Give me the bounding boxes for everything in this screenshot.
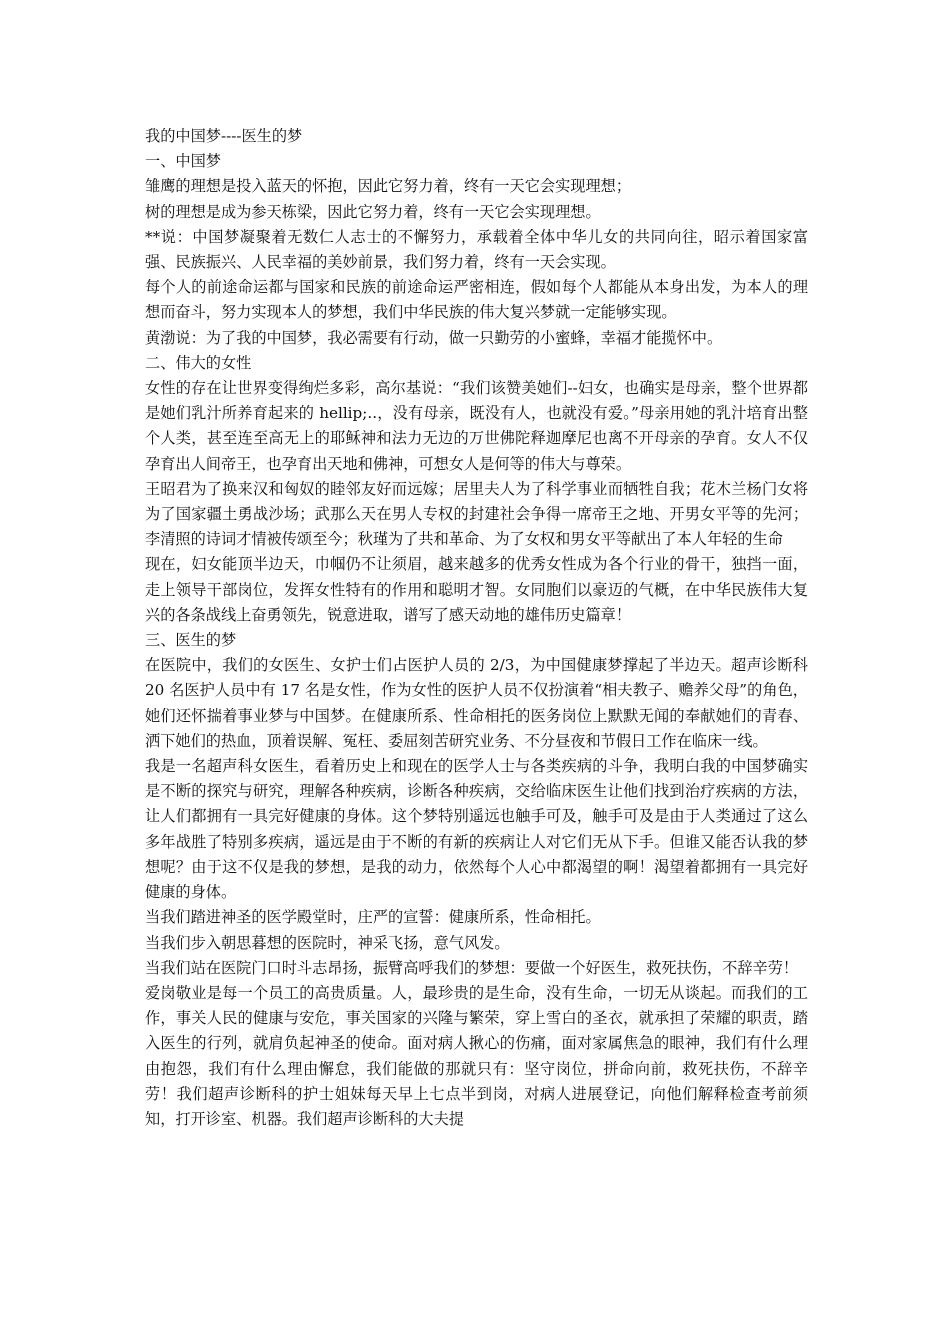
paragraph: 现在，妇女能顶半边天，巾帼仍不让须眉，越来越多的优秀女性成为各个行业的骨干，独挡一面，走上领导干部岗位，发挥女性特有的作用和聪明才智。女同胞们以豪迈的气概，在中华民族伟大复兴的各条战线上奋勇领先，锐意进取，谱写了感天动地的雄伟历史篇章！ [145,555,808,624]
document-page [145,124,808,1132]
paragraph: 树的理想是成为参天栋梁，因此它努力着，终有一天它会实现理想。 [145,202,601,221]
paragraph: 在医院中，我们的女医生、女护士们占医护人员的 2/3，为中国健康梦撑起了半边天。超声诊断科 20 名医护人员中有 17 名是女性，作为女性的医护人员不仅扮演着“相夫教子、赡养父母”的角色，她们还怀揣着事业梦与中国梦。在健康所系、性命相托的医务岗位上默默无闻的奉献她们的青春、洒下她们的热血，顶着误解、冤枉、委屈刻苦研究业务、不分昼夜和节假日工作在临床一线。 [145,656,808,750]
paragraph: **说：中国梦凝聚着无数仁人志士的不懈努力，承载着全体中华儿女的共同向往，昭示着国家富强、民族振兴、人民幸福的美妙前景，我们努力着，终有一天会实现。 [145,227,808,272]
section-heading-great-women: 二、伟大的女性 [145,353,252,372]
document-title: 我的中国梦----医生的梦 [145,127,303,145]
paragraph: 每个人的前途命运都与国家和民族的前途命运严密相连，假如每个人都能从本身出发，为本人的理想而奋斗，努力实现本人的梦想，我们中华民族的伟大复兴梦就一定能够实现。 [145,278,808,322]
section-heading-china-dream: 一、中国梦 [145,152,221,171]
paragraph: 当我们踏进神圣的医学殿堂时，庄严的宣誓：健康所系，性命相托。 [145,908,601,927]
paragraph: 当我们站在医院门口时斗志昂扬，振臂高呼我们的梦想：要做一个好医生，救死扶伤，不辞辛劳！ [145,958,799,977]
paragraph: 当我们步入朝思暮想的医院时，神采飞扬，意气风发。 [145,933,510,952]
paragraph: 女性的存在让世界变得绚烂多彩，高尔基说：“我们该赞美她们--妇女，也确实是母亲，整个世界都是她们乳汁所养育起来的 hellip;..，没有母亲，既没有人，也就没有爱。”母亲用她的乳汁培育出整个人类，甚至连至高无上的耶稣神和法力无边的万世佛陀释迦摩尼也离不开母亲的孕育。女人不仅孕育出人间帝王，也孕育出天地和佛神，可想女人是何等的伟大与尊荣。 [145,379,808,473]
paragraph: 王昭君为了换来汉和匈奴的睦邻友好而远嫁；居里夫人为了科学事业而牺牲自我；花木兰杨门女将为了国家疆土勇战沙场；武那么天在男人专权的封建社会争得一席帝王之地、开男女平等的先河；李清照的诗词才情被传颂至今；秋瑾为了共和革命、为了女权和男女平等献出了本人年轻的生命 [145,479,808,549]
paragraph: 我是一名超声科女医生，看着历史上和现在的医学人士与各类疾病的斗争，我明白我的中国梦确实是不断的探究与研究，理解各种疾病，诊断各种疾病，交给临床医生让他们找到治疗疾病的方法，让人们都拥有一具完好健康的身体。这个梦特别遥远也触手可及，触手可及是由于人类通过了这么多年战胜了特别多疾病，遥远是由于不断的有新的疾病让人对它们无从下手。但谁又能否认我的梦想呢？由于这不仅是我的梦想，是我的动力，依然每个人心中都渴望的啊！渴望着都拥有一具完好健康的身体。 [145,757,808,902]
paragraph: 雏鹰的理想是投入蓝天的怀抱，因此它努力着，终有一天它会实现理想； [145,177,631,196]
section-heading-doctor-dream: 三、医生的梦 [145,631,237,650]
paragraph: 黄渤说：为了我的中国梦，我必需要有行动，做一只勤劳的小蜜蜂，幸福才能揽怀中。 [145,328,723,347]
paragraph: 爱岗敬业是每一个员工的高贵质量。人，最珍贵的是生命，没有生命，一切无从谈起。而我们的工作，事关人民的健康与安危，事关国家的兴隆与繁荣，穿上雪白的圣衣，就承担了荣耀的职责，踏入医生的行列，就肩负起神圣的使命。面对病人揪心的伤痛，面对家属焦急的眼神，我们有什么理由抱怨，我们有什么理由懈怠，我们能做的那就只有：坚守岗位，拼命向前，救死扶伤，不辞辛劳！我们超声诊断科的护士姐妹每天早上七点半到岗，对病人进展登记，向他们解释检查考前须知，打开诊室、机器。我们超声诊断科的大夫提 [145,983,808,1128]
